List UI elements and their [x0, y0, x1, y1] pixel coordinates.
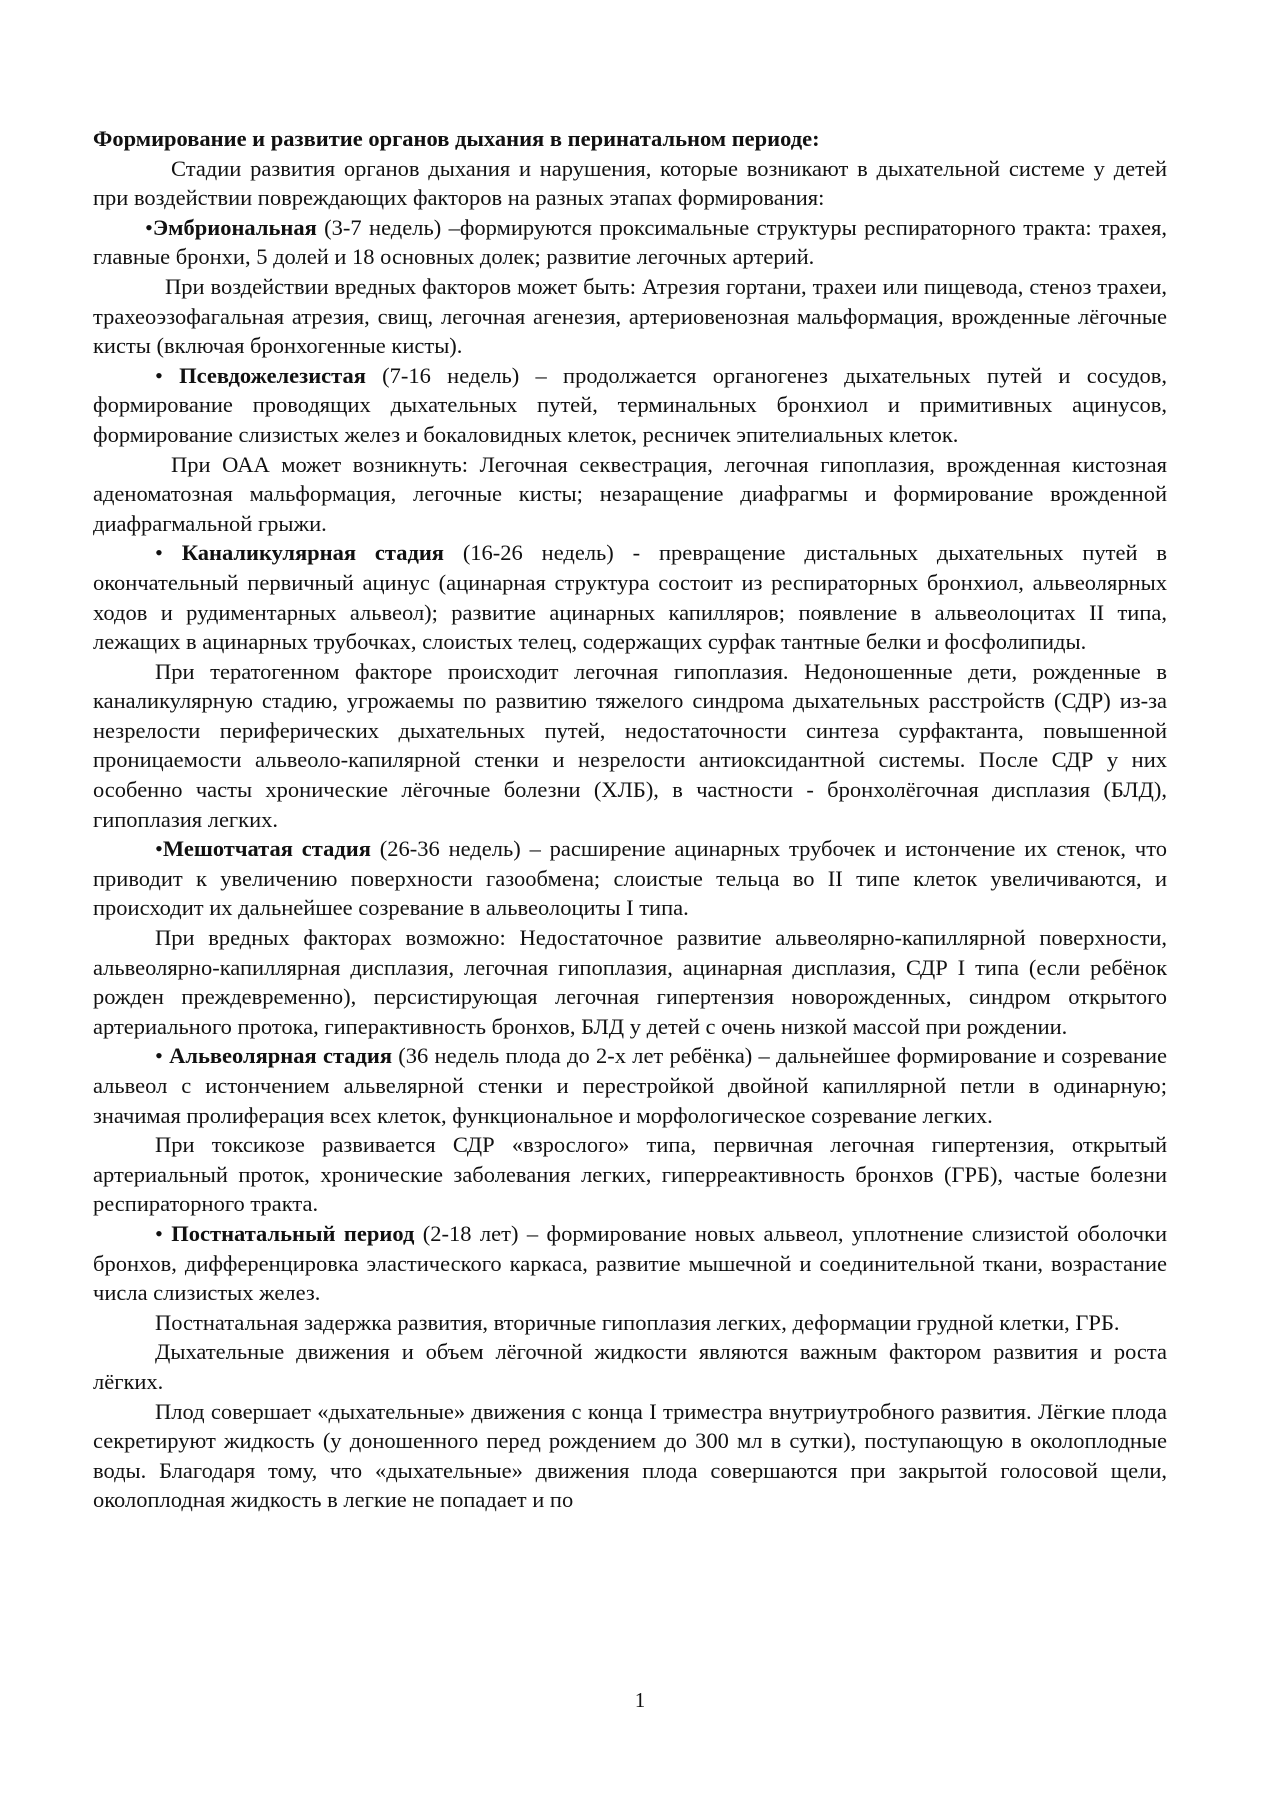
page-number: 1: [634, 1688, 646, 1712]
stage-description: (3-7 недель) –формируются проксимальные структуры респираторного тракта: трахея, главные бронхи, 5 долей и 18 основных долек; развитие легочных артерий.: [93, 214, 1167, 270]
bullet: •: [155, 540, 182, 566]
stage-name: Альвеолярная стадия: [169, 1043, 393, 1069]
stage-paragraph-pseudoglandular: [93, 361, 1167, 450]
stage-name: Псевдожелезистая: [179, 362, 366, 388]
stage-description: (26-36 недель) – расширение ацинарных трубочек и истончение их стенок, что приводит к увеличению поверхности газообмена; слоистые тельца во II типе клеток увеличиваются, и происходит их дальнейшее созревание в альвеолоциты I типа.: [93, 836, 1167, 921]
stage-description: (16-26 недель) - превращение дистальных дыхательных путей в окончательный первичный ацинус (ацинарная структура состоит из респираторных бронхиол, альвеолярных ходов и рудиментарных альвеол); развитие ацинарных капилляров; появление в альвеолоцитах II типа, лежащих в ацинарных трубочках, слоистых телец, содержащих сурфак тантные белки и фосфолипиды.: [93, 540, 1167, 655]
stage-note-postnatal: Постнатальная задержка развития, вторичные гипоплазия легких, деформации грудной клетки, ГРБ.: [155, 1309, 1120, 1335]
stage-name: Эмбриональная: [152, 214, 317, 240]
stage-name: Постнатальный период: [171, 1220, 415, 1246]
stage-description: (2-18 лет) – формирование новых альвеол, уплотнение слизистой оболочки бронхов, дифференцировка эластического каркаса, развитие мышечной и соединительной ткани, возрастание числа слизистых желез.: [93, 1220, 1167, 1306]
stage-name: Каналикулярная стадия: [181, 540, 444, 566]
stage-note-embryonic: При воздействии вредных факторов может быть: Атрезия гортани, трахеи или пищевода, стеноз трахеи, трахеоэзофагальная атрезия, свищ, легочная агенезия, артериовенозная мальформация, врожденные лёгочные кисты (включая бронхогенные кисты).: [93, 273, 1167, 359]
stage-note-alveolar: При токсикозе развивается СДР «взрослого» типа, первичная легочная гипертензия, открытый артериальный проток, хронические заболевания легких, гиперреактивность бронхов (ГРБ), частые болезни респираторного тракта.: [93, 1132, 1167, 1217]
stage-paragraph-alveolar: [93, 1041, 1167, 1130]
stage-description: (36 недель плода до 2-х лет ребёнка) – дальнейшее формирование и созревание альвеол с истончением альвелярной стенки и перестройкой двойной капиллярной петли в одинарную; значимая пролиферация всех клеток, функциональное и морфологическое созревание легких.: [93, 1043, 1167, 1128]
stage-paragraph-postnatal: [93, 1219, 1167, 1308]
closing-paragraph: Плод совершает «дыхательные» движения с конца I триместра внутриутробного развития. Лёгкие плода секретируют жидкость (у доношенного перед рождением до 300 мл в сутки), поступающую в околоплодные воды. Благодаря тому, что «дыхательные» движения плода совершаются при закрытой голосовой щели, околоплодная жидкость в легкие не попадает и по: [93, 1398, 1167, 1513]
bullet: •: [155, 362, 180, 388]
stage-paragraph-saccular: [93, 834, 1167, 923]
bullet: •: [145, 214, 153, 240]
bullet: •: [155, 1220, 172, 1246]
bullet: •: [155, 836, 163, 862]
stage-note-saccular: При вредных факторах возможно: Недостаточное развитие альвеолярно-капиллярной поверхности, альвеолярно-капиллярная дисплазия, легочная гипоплазия, ацинарная дисплазия, СДР I типа (если ребёнок рожден преждевременно), персистирующая легочная гипертензия новорожденных, синдром открытого артериального протока, гиперактивность бронхов, БЛД у детей с очень низкой массой при рождении.: [93, 925, 1167, 1039]
intro-paragraph: Стадии развития органов дыхания и нарушения, которые возникают в дыхательной системе у детей при воздействии повреждающих факторов на разных этапах формирования:: [93, 155, 1167, 211]
stage-note-pseudoglandular: При ОАА может возникнуть: Легочная секвестрация, легочная гипоплазия, врожденная кистозная аденоматозная мальформация, легочные кисты; незаращение диафрагмы и формирование врожденной диафрагмальной грыжи.: [93, 451, 1167, 536]
closing-paragraph: Дыхательные движения и объем лёгочной жидкости являются важным фактором развития и роста лёгких.: [93, 1339, 1167, 1394]
stage-description: (7-16 недель) – продолжается органогенез дыхательных путей и сосудов, формирование проводящих дыхательных путей, терминальных бронхиол и примитивных ацинусов, формирование слизистых желез и бокаловидных клеток, ресничек эпителиальных клеток.: [93, 362, 1167, 447]
bullet: •: [155, 1043, 170, 1069]
stage-note-canalicular: При тератогенном факторе происходит легочная гипоплазия. Недоношенные дети, рожденные в каналикулярную стадию, угрожаемы по развитию тяжелого синдрома дыхательных расстройств (СДР) из-за незрелости периферических дыхательных путей, недостаточности синтеза сурфактанта, повышенной проницаемости альвеоло-капилярной стенки и незрелости антиоксидантной системы. После СДР у них особенно часты хронические лёгочные болезни (ХЛБ), в частности - бронхолёгочная дисплазия (БЛД), гипоплазия легких.: [93, 658, 1167, 832]
stage-name: Мешотчатая стадия: [162, 836, 371, 862]
stage-paragraph-embryonic: [93, 213, 1167, 272]
document-heading: Формирование и развитие органов дыхания в перинатальном периоде:: [93, 126, 820, 151]
document-body: [93, 124, 1167, 1515]
stage-paragraph-canalicular: [93, 538, 1167, 656]
